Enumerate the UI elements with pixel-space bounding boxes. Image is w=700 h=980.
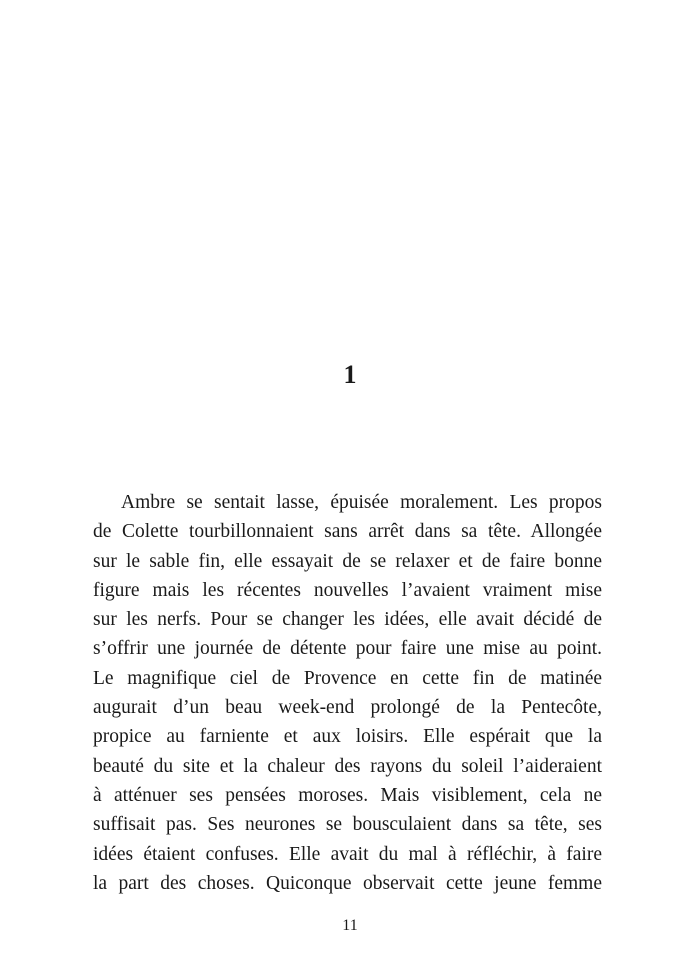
- text-line: s’offrir une journée de détente pour faire une mise au point.: [93, 638, 602, 660]
- text-line: idées étaient confuses. Elle avait du mal à réfléchir, à faire: [93, 843, 602, 865]
- text-line: à atténuer ses pensées moroses. Mais visiblement, cela ne: [93, 784, 602, 806]
- text-line: suffisait pas. Ses neurones se bousculaient dans sa tête, ses: [93, 814, 602, 836]
- text-line: sur les nerfs. Pour se changer les idées, elle avait décidé de: [93, 609, 602, 631]
- text-line: sur le sable fin, elle essayait de se relaxer et de faire bonne: [93, 550, 602, 572]
- text-line: propice au farniente et aux loisirs. Elle espérait que la: [93, 726, 602, 748]
- text-line: figure mais les récentes nouvelles l’avaient vraiment mise: [93, 579, 602, 601]
- chapter-number: 1: [343, 360, 357, 389]
- page-number: 11: [342, 917, 358, 934]
- text-line: beauté du site et la chaleur des rayons du soleil l’aideraient: [93, 755, 602, 777]
- text-line: la part des choses. Quiconque observait cette jeune femme: [93, 872, 602, 894]
- text-line: augurait d’un beau week-end prolongé de la Pentecôte,: [93, 697, 602, 719]
- body-paragraph: [93, 488, 602, 898]
- text-line: Ambre se sentait lasse, épuisée moralement. Les propos: [121, 492, 602, 513]
- text-line: Le magnifique ciel de Provence en cette fin de matinée: [93, 667, 602, 689]
- text-line: de Colette tourbillonnaient sans arrêt dans sa tête. Allongée: [93, 521, 602, 543]
